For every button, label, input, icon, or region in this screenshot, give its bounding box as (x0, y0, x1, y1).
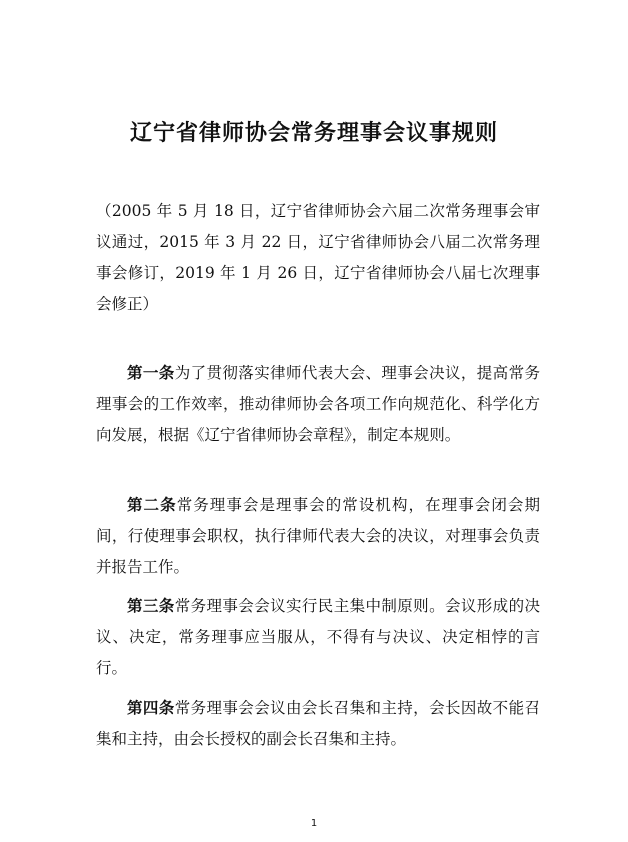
article-3-text: 常务理事会会议实行民主集中制原则。会议形成的决议、决定，常务理事应当服从，不得有与决议、决定相悖的言行。 (96, 597, 540, 677)
article-4-number: 第四条 (127, 699, 175, 717)
article-3 (96, 591, 540, 684)
article-3-number: 第三条 (127, 597, 175, 615)
document-title: 辽宁省律师协会常务理事会议事规则 (129, 120, 498, 146)
article-4-text: 常务理事会会议由会长召集和主持，会长因故不能召集和主持，由会长授权的副会长召集和主持。 (96, 699, 540, 748)
article-2-number: 第二条 (127, 496, 177, 514)
article-4 (96, 693, 540, 755)
article-1 (96, 358, 540, 451)
article-1-number: 第一条 (127, 364, 175, 382)
article-2 (96, 490, 540, 583)
revision-note: （2005 年 5 月 18 日，辽宁省律师协会六届二次常务理事会审议通过，2015 年 3 月 22 日，辽宁省律师协会八届二次常务理事会修订，2019 年 1 月 26 日，辽宁省律师协会八届七次理事会修正） (96, 202, 540, 313)
article-2-text: 常务理事会是理事会的常设机构，在理事会闭会期间，行使理事会职权，执行律师代表大会的决议，对理事会负责并报告工作。 (96, 496, 540, 576)
article-1-text: 为了贯彻落实律师代表大会、理事会决议，提高常务理事会的工作效率，推动律师协会各项工作向规范化、科学化方向发展，根据《辽宁省律师协会章程》，制定本规则。 (96, 364, 540, 444)
page-number: 1 (310, 818, 318, 829)
